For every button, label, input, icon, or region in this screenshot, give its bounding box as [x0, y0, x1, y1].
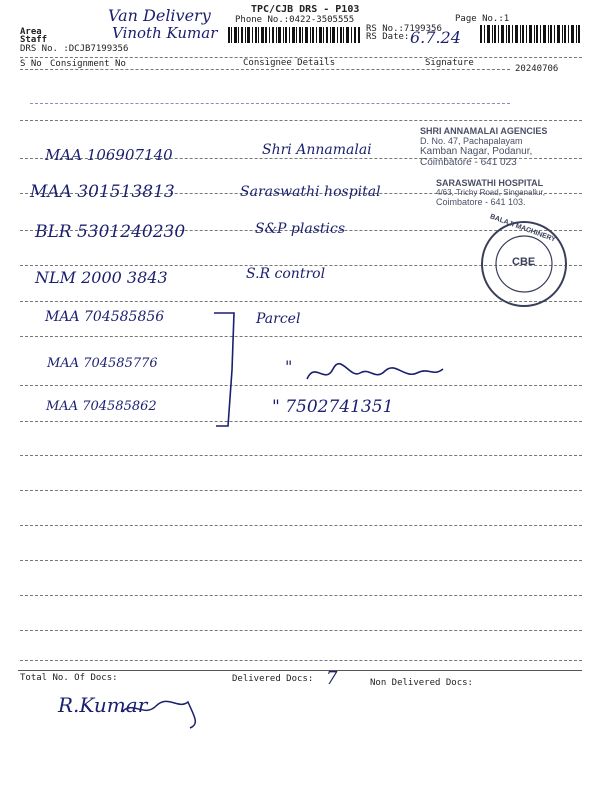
header-rule-bottom	[20, 69, 510, 70]
phone-number: Phone No.:0422-3505555	[235, 15, 355, 25]
rs-number: RS No.:7199356	[366, 24, 442, 34]
hospital-stamp	[436, 178, 600, 207]
area-label: Area	[20, 27, 42, 37]
consignment-number: NLM 2000 3843	[35, 268, 168, 287]
consignment-number: BLR 5301240230	[35, 222, 186, 242]
row-rule	[20, 660, 582, 661]
consignee-name: " 7502741351	[272, 397, 394, 417]
agency-stamp	[420, 126, 596, 168]
consignee-name: Saraswathi hospital	[240, 184, 381, 200]
row-rule	[20, 455, 582, 456]
row-rule	[20, 560, 582, 561]
barcode-left	[228, 27, 360, 43]
staff-handwritten: Vinoth Kumar	[112, 24, 218, 42]
delivered-docs-value: 7	[326, 668, 338, 689]
footer-rule	[18, 670, 582, 671]
rs-date-handwritten: 6.7.24	[410, 28, 461, 47]
delivered-docs-label: Delivered Docs:	[232, 674, 314, 684]
signature-scribble	[305, 357, 445, 387]
column-consignee-details: Consignee Details	[243, 58, 336, 68]
seal-text: BALAJI MACHINERY	[488, 213, 557, 244]
consignee-name: Parcel	[256, 311, 301, 327]
footer-signature-flourish	[120, 690, 210, 730]
date-code: 20240706	[515, 64, 559, 74]
page-number: Page No.:1	[455, 14, 510, 24]
grouping-bracket	[212, 310, 236, 428]
stamp-line: D. No. 47, Pachapalayam	[420, 136, 523, 146]
row-rule	[20, 630, 582, 631]
stamp-line: Coimbatore - 641 103.	[436, 197, 526, 207]
consignment-number: MAA 704585776	[47, 356, 158, 371]
consignment-number: MAA 704585862	[46, 399, 157, 414]
rs-date-label: RS Date:	[366, 32, 410, 42]
row-rule	[20, 385, 582, 386]
consignee-name: "	[285, 357, 293, 376]
row-rule	[20, 595, 582, 596]
stamp-line: Coimbatore - 641 023	[420, 157, 517, 168]
consignee-name: S&P plastics	[255, 221, 346, 237]
stamp-line: SARASWATHI HOSPITAL	[436, 178, 544, 188]
stamp-line: 4/63, Trichy Road, Singanallur,	[436, 188, 545, 197]
column-consignment-no: Consignment No	[50, 59, 126, 69]
staff-label: Staff	[20, 35, 48, 45]
consignee-name: S.R control	[246, 266, 326, 282]
consignment-number: MAA 301513813	[30, 182, 175, 202]
row-rule	[20, 120, 582, 121]
row-rule	[20, 490, 582, 491]
column-signature: Signature	[425, 58, 474, 68]
drs-number: DRS No. :DCJB7199356	[20, 44, 129, 54]
area-handwritten: Van Delivery	[108, 6, 211, 25]
scribble-line	[30, 103, 510, 104]
row-rule	[20, 421, 582, 422]
stamp-line: Kamban Nagar, Podanur,	[420, 146, 533, 157]
consignment-number: MAA 106907140	[45, 146, 173, 164]
seal-center: CBE	[512, 256, 536, 268]
total-docs-label: Total No. Of Docs:	[20, 673, 118, 683]
stamp-line: SHRI ANNAMALAI AGENCIES	[420, 126, 548, 136]
column-s-no: S No	[20, 59, 42, 69]
barcode-right	[480, 25, 580, 43]
consignee-name: Shri Annamalai	[262, 142, 372, 158]
document-title: TPC/CJB DRS - P103	[251, 4, 360, 15]
consignment-number: MAA 704585856	[45, 309, 165, 325]
row-rule	[20, 336, 582, 337]
row-rule	[20, 525, 582, 526]
non-delivered-docs-label: Non Delivered Docs:	[370, 678, 473, 688]
round-seal	[478, 213, 570, 310]
footer-signature: R.Kumar	[58, 693, 148, 717]
